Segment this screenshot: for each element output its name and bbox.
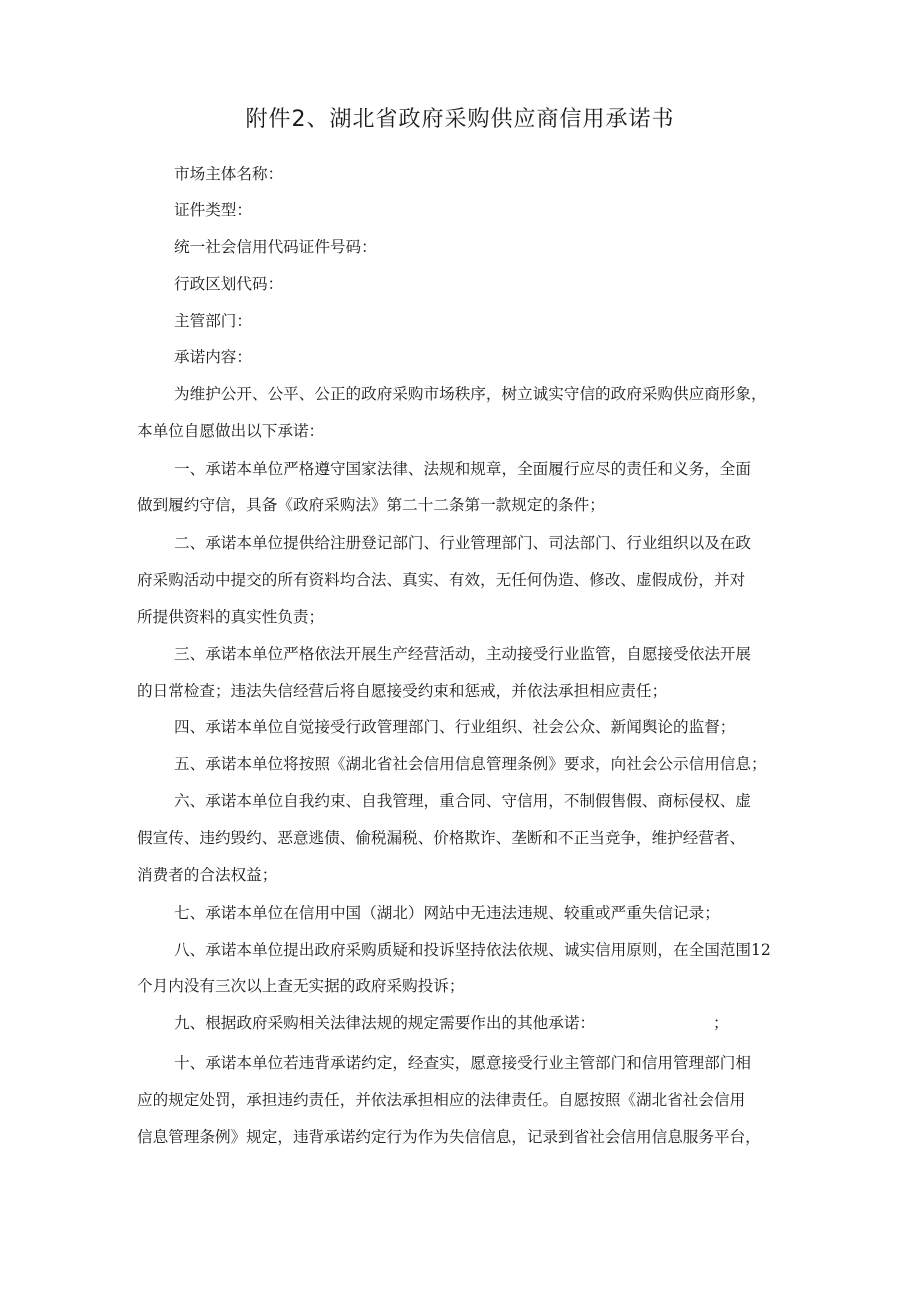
field-region-code: 行政区划代码： [174,275,284,293]
clause-8-line-2: 个月内没有三次以上查无实据的政府采购投诉； [137,977,465,995]
clause-8-line-1: 八、承诺本单位提出政府采购质疑和投诉坚持依法依规、诚实信用原则，在全国范围12 [174,941,771,959]
clause-1-line-1: 一、承诺本单位严格遵守国家法律、法规和规章，全面履行应尽的责任和义务，全面 [174,460,751,478]
clause-3-line-1: 三、承诺本单位严格依法开展生产经营活动，主动接受行业监管，自愿接受依法开展 [174,645,751,663]
document-title: 附件2、湖北省政府采购供应商信用承诺书 [245,107,675,132]
clause-6-line-2: 假宣传、违约毁约、恶意逃债、偷税漏税、价格欺诈、垄断和不正当竞争，维护经营者、 [137,829,746,847]
field-market-entity-name: 市场主体名称： [174,165,284,183]
clause-10-line-3: 信息管理条例》规定，违背承诺约定行为作为失信信息，记录到省社会信用信息服务平台， [137,1128,761,1146]
field-credit-code: 统一社会信用代码证件号码： [174,238,377,256]
clause-9-line-1 [174,1013,729,1033]
clause-6-line-1: 六、承诺本单位自我约束、自我管理，重合同、守信用，不制假售假、商标侵权、虚 [174,792,751,810]
intro-line-2: 本单位自愿做出以下承诺： [137,422,325,440]
clause-7-line-1: 七、承诺本单位在信用中国（湖北）网站中无违法违规、较重或严重失信记录； [174,904,720,922]
intro-line-1: 为维护公开、公平、公正的政府采购市场秩序，树立诚实守信的政府采购供应商形象， [174,385,767,403]
clause-10-line-2: 应的规定处罚，承担违约责任，并依法承担相应的法律责任。自愿按照《湖北省社会信用 [137,1091,746,1109]
field-supervising-dept: 主管部门： [174,312,252,330]
clause-10-line-1: 十、承诺本单位若违背承诺约定，经查实，愿意接受行业主管部门和信用管理部门相 [174,1054,751,1072]
clause-2-line-2: 府采购活动中提交的所有资料均合法、真实、有效，无任何伪造、修改、虚假成份，并对 [137,571,746,589]
clause-4-line-1: 四、承诺本单位自觉接受行政管理部门、行业组织、社会公众、新闻舆论的监督； [174,718,736,736]
field-certificate-type: 证件类型： [174,201,252,219]
clause-9-end: ； [713,1014,729,1032]
clause-5-line-1: 五、承诺本单位将按照《湖北省社会信用信息管理条例》要求，向社会公示信用信息； [174,755,767,773]
clause-1-line-2: 做到履约守信，具备《政府采购法》第二十二条第一款规定的条件； [137,496,605,514]
field-commitment-content: 承诺内容： [174,348,252,366]
clause-6-line-3: 消费者的合法权益； [137,866,278,884]
clause-2-line-3: 所提供资料的真实性负责； [137,608,325,626]
clause-3-line-2: 的日常检查；违法失信经营后将自愿接受约束和惩戒，并依法承担相应责任； [137,682,668,700]
clause-2-line-1: 二、承诺本单位提供给注册登记部门、行业管理部门、司法部门、行业组织以及在政 [174,534,751,552]
clause-9-text: 九、根据政府采购相关法律法规的规定需要作出的其他承诺： [174,1014,596,1032]
